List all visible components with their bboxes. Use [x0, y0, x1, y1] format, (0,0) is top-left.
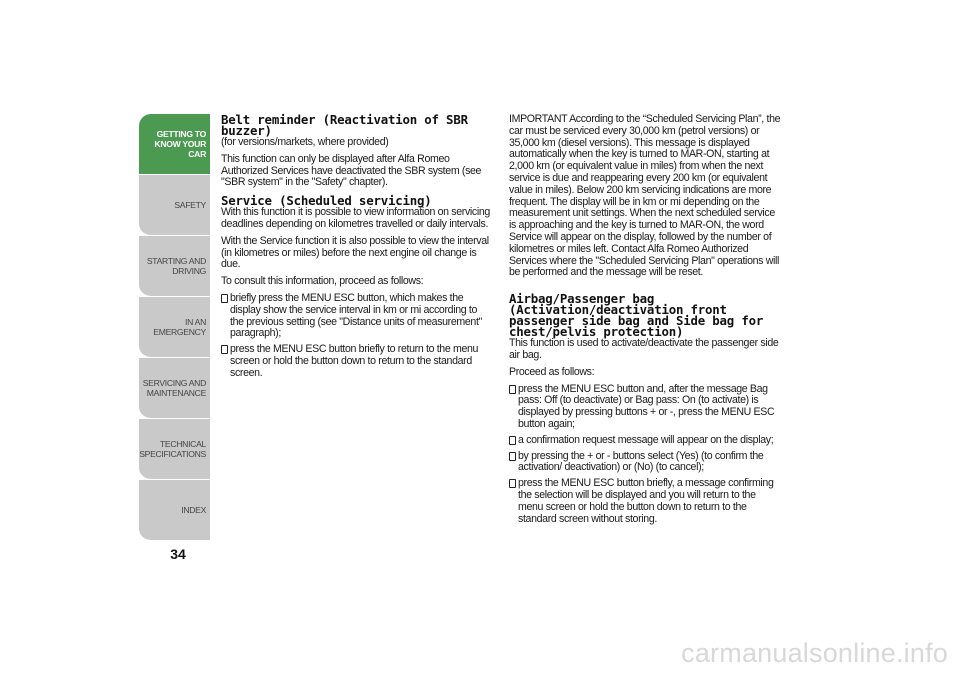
list-item-text: briefly press the MENU ESC button, which makes the display show the service interval in km or mi according to the previous setting (see "Distance units of measurement" paragraph);: [230, 291, 482, 340]
belt-reminder-availability: (for versions/markets, where provided): [221, 136, 389, 148]
list-item-text: press the MENU ESC button and, after the message Bag pass: Off (to deactivate) or Bag pass: On (to activate) is displayed by pressing buttons + or -, press the MENU ESC button again;: [518, 382, 775, 430]
list-item: [509, 451, 781, 475]
airbag-text-2: Proceed as follows:: [509, 365, 595, 378]
list-item: [509, 384, 781, 431]
bullet-box-icon: [221, 294, 228, 303]
tab-getting-to-know-your-car[interactable]: GETTING TO KNOW YOUR CAR: [139, 114, 210, 175]
list-item-text: by pressing the + or - buttons select (Yes) (to confirm the activation/ deactivation) or (No) (to cancel);: [518, 449, 764, 474]
service-text-1: With this function it is possible to view information on servicing deadlines depending on kilometres travelled or daily intervals.: [221, 206, 490, 230]
left-column: [221, 114, 491, 384]
bullet-box-icon: [509, 385, 516, 394]
tab-technical-specifications[interactable]: TECHNICAL SPECIFICATIONS: [139, 419, 210, 480]
list-item-text: press the MENU ESC button briefly to return to the menu screen or hold the button down to return to the standard screen.: [230, 343, 479, 379]
airbag-text-1: This function is used to activate/deactivate the passenger side air bag.: [509, 337, 779, 361]
list-item: [221, 293, 491, 340]
bullet-box-icon: [509, 452, 516, 461]
tab-starting-and-driving[interactable]: STARTING AND DRIVING: [139, 236, 210, 297]
service-text-3: To consult this information, proceed as follows:: [221, 275, 424, 288]
service-heading: Service (Scheduled servicing): [221, 193, 432, 209]
important-note: IMPORTANT According to the “Scheduled Servicing Plan”, the car must be serviced every 30,000 km (petrol versions) or 35,000 km (diesel versions). This message is displayed automatically when the key is turned to MAR-ON, starting at 2,000 km (or equivalent value in miles) from when the next service is due and reappearing every 200 km (or equivalent value in miles). Below 200 km servicing indications are more frequent. The display will be in km or mi depending on the measurement unit settings. When the next scheduled service is approaching and the key is turned to MAR-ON, the word Service will appear on the display, followed by the number of kilometres or miles left. Contact Alfa Romeo Authorized Services where the "Scheduled Servicing Plan" operations will be performed and the message will be reset.: [509, 113, 781, 279]
list-item-text: press the MENU ESC button briefly, a message confirming the selection will be displayed and you will return to the menu screen or hold the button down to return to the standard screen without storing.: [518, 477, 774, 525]
page-number: 34: [170, 546, 186, 562]
right-column: [509, 114, 781, 529]
airbag-steps-list: [509, 384, 781, 526]
chapter-tabs: [139, 114, 210, 541]
list-item: [221, 344, 491, 379]
list-item: [509, 435, 781, 447]
service-text-2: With the Service function it is also possible to view the interval (in kilometres or miles) before the next engine oil change is due.: [221, 234, 489, 271]
belt-reminder-text: This function can only be displayed after Alfa Romeo Authorized Services have deactivated the SBR system (see "SBR system" in the "Safety" chapter).: [221, 152, 482, 189]
belt-reminder-heading: Belt reminder (Reactivation of SBR buzzer): [221, 112, 468, 138]
watermark: carmanualsonline.info: [681, 638, 948, 668]
airbag-heading: Airbag/Passenger bag (Activation/deactivation front passenger side bag and Side bag for chest/pelvis protection): [509, 291, 764, 340]
list-item: [509, 478, 781, 525]
tab-in-an-emergency[interactable]: IN AN EMERGENCY: [139, 297, 210, 358]
bullet-box-icon: [509, 436, 516, 445]
bullet-box-icon: [221, 345, 228, 354]
bullet-box-icon: [509, 479, 516, 488]
list-item-text: a confirmation request message will appear on the display;: [518, 433, 774, 446]
tab-servicing-and-maintenance[interactable]: SERVICING AND MAINTENANCE: [139, 358, 210, 419]
tab-index[interactable]: INDEX: [139, 480, 210, 541]
service-steps-list: [221, 293, 491, 380]
tab-safety[interactable]: SAFETY: [139, 175, 210, 236]
